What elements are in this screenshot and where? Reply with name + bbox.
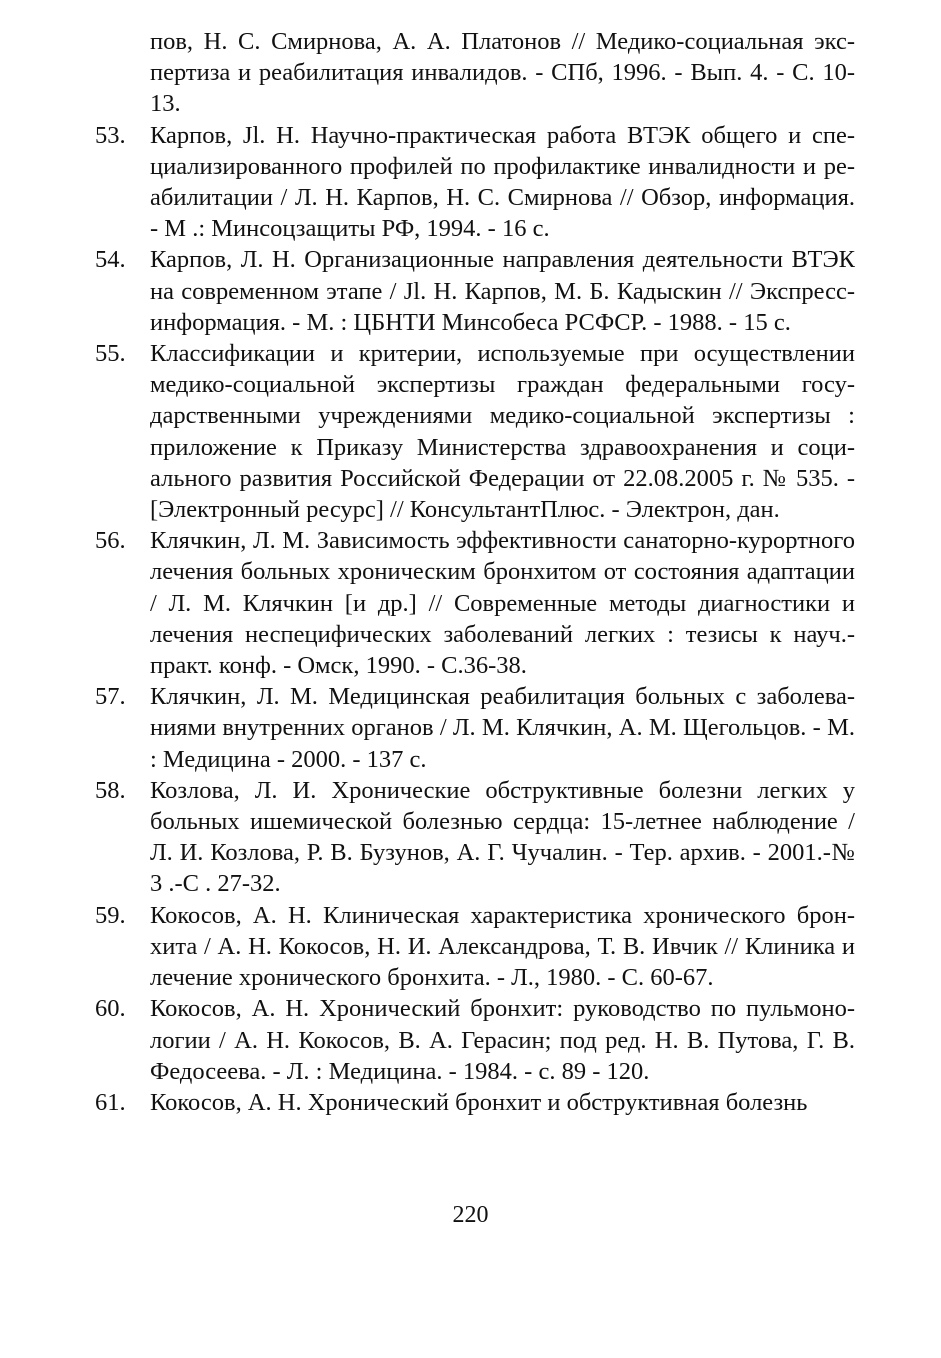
reference-entry (95, 244, 855, 338)
reference-entry (95, 993, 855, 1087)
reference-number: 57. (95, 683, 126, 711)
reference-text: пов, Н. С. Смирнова, А. А. Платонов // Медико-социальная экспертиза и реабилитация инвалидов. - СПб, 1996. - Вып. 4. - С. 10-13. (150, 28, 855, 118)
reference-entry (95, 26, 855, 120)
reference-text: Классификации и критерии, используемые при осуществлении медико-социальной экспертизы граждан федеральными государственными учреждениями медико-социальной экспертизы : приложение к Приказу Министерства здравоохранения и социального развития Российской Федерации от 22.08.2005 г. № 535. - [Электронный ресурс] // КонсультантПлюс. - Электрон, дан. (150, 340, 855, 524)
reference-entry (95, 1087, 855, 1118)
reference-text: Клячкин, Л. М. Зависимость эффективности санаторно-курортного лечения больных хроническим бронхитом от состояния адаптации / Л. М. Клячкин [и др.] // Современные методы диагностики и лечения неспецифических заболеваний легких : тезисы к науч.-практ. конф. - Омск, 1990. - С.36-38. (150, 527, 855, 680)
reference-entry (95, 525, 855, 681)
reference-text: Клячкин, Л. М. Медицинская реабилитация больных с заболеваниями внутренних органов / Л. М. Клячкин, А. М. Щегольцов. - М. : Медицина - 2000. - 137 с. (150, 683, 855, 773)
reference-list (95, 26, 855, 1118)
reference-text: Кокосов, А. Н. Хронический бронхит и обструктивная болезнь (150, 1088, 808, 1116)
reference-number: 60. (95, 995, 126, 1023)
reference-number: 59. (95, 901, 126, 929)
reference-text: Кокосов, А. Н. Хронический бронхит: руководство по пульмонологии / А. Н. Кокосов, В. А. Герасин; под ред. Н. В. Путова, Г. В. Федосеева. - Л. : Медицина. - 1984. - с. 89 - 120. (150, 995, 855, 1085)
reference-entry (95, 775, 855, 900)
page-number: 220 (452, 1202, 489, 1228)
reference-text: Кокосов, А. Н. Клиническая характеристика хронического бронхита / А. Н. Кокосов, Н. И. Александрова, Т. В. Ивчик // Клиника и лечение хронического бронхита. - Л., 1980. - С. 60-67. (150, 901, 855, 992)
reference-number: 55. (95, 340, 126, 368)
reference-entry (95, 681, 855, 775)
reference-number: 58. (95, 776, 126, 804)
reference-text: Козлова, Л. И. Хронические обструктивные болезни легких у больных ишемической болезнью сердца: 15-летнее наблюдение / Л. И. Козлова, Р. В. Бузунов, А. Г. Чучалин. - Тер. архив. - 2001.-№ 3 .-С . 27-32. (150, 776, 855, 898)
reference-text: Карпов, Л. Н. Организационные направления деятельности ВТЭК на современном этапе / Jl. Н. Карпов, М. Б. Кадыскин // Экспресс-информация. - М. : ЦБНТИ Минсобеса РСФСР. - 1988. - 15 с. (150, 246, 855, 336)
reference-number: 61. (95, 1088, 126, 1116)
reference-number: 54. (95, 246, 126, 274)
reference-entry (95, 120, 855, 245)
reference-text: Карпов, Jl. Н. Научно-практическая работа ВТЭК общего и специализированного профилей по профилактике инвалидности и реабилитации / Л. Н. Карпов, Н. С. Смирнова // Обзор, информация. - М .: Минсоцзащиты РФ, 1994. - 16 с. (150, 121, 855, 243)
reference-entry (95, 338, 855, 525)
reference-entry (95, 900, 855, 994)
reference-number: 53. (95, 121, 126, 149)
reference-number: 56. (95, 527, 126, 555)
